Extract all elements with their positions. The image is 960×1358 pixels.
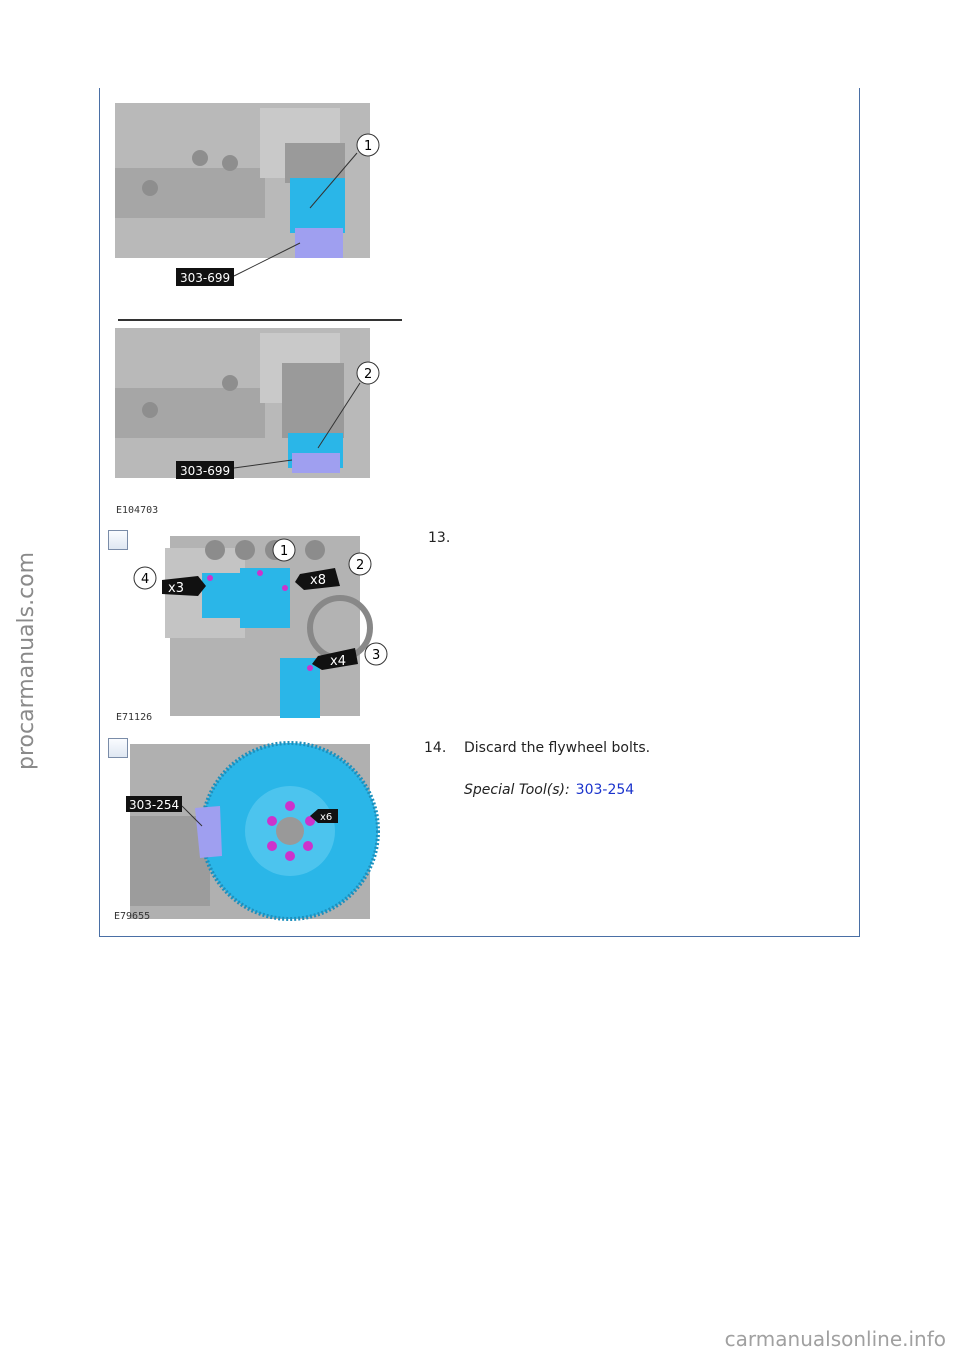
- step-13-number: 13.: [428, 530, 451, 546]
- special-tools-label: Special Tool(s):: [464, 782, 570, 798]
- step-14-text: Discard the flywheel bolts.: [464, 740, 651, 756]
- fig3-qty: x6: [320, 812, 333, 823]
- fig2-qty-x4: x4: [330, 654, 346, 669]
- step-14-number: 14.: [424, 740, 447, 756]
- fig1-tool-label-bottom: 303-699: [180, 464, 231, 478]
- step-14-special-tools: [464, 782, 634, 798]
- fig1-tool-label-top: 303-699: [180, 271, 231, 285]
- fig2-callout-2: 2: [356, 558, 365, 573]
- fig2-callout-3: 3: [372, 648, 381, 663]
- fig2-callout-1: 1: [280, 544, 289, 559]
- figure-engine-front: [110, 528, 410, 728]
- fig3-ref: E79655: [114, 911, 151, 922]
- fig2-ref: E71126: [116, 712, 153, 723]
- figure-flywheel: [110, 736, 410, 926]
- fig2-callout-4: 4: [141, 572, 150, 587]
- bottom-watermark: carmanualsonline.info: [724, 1327, 946, 1351]
- figure-oil-filter: [110, 98, 410, 520]
- side-watermark: procarmanuals.com: [14, 551, 39, 770]
- fig1-callout-1: 1: [364, 139, 373, 154]
- special-tool-link[interactable]: 303-254: [575, 782, 635, 798]
- fig2-qty-x8: x8: [310, 573, 326, 588]
- fig2-qty-x3: x3: [168, 581, 184, 596]
- fig1-callout-2: 2: [364, 367, 373, 382]
- fig3-tool-label: 303-254: [129, 798, 180, 812]
- fig1-ref: E104703: [116, 505, 159, 516]
